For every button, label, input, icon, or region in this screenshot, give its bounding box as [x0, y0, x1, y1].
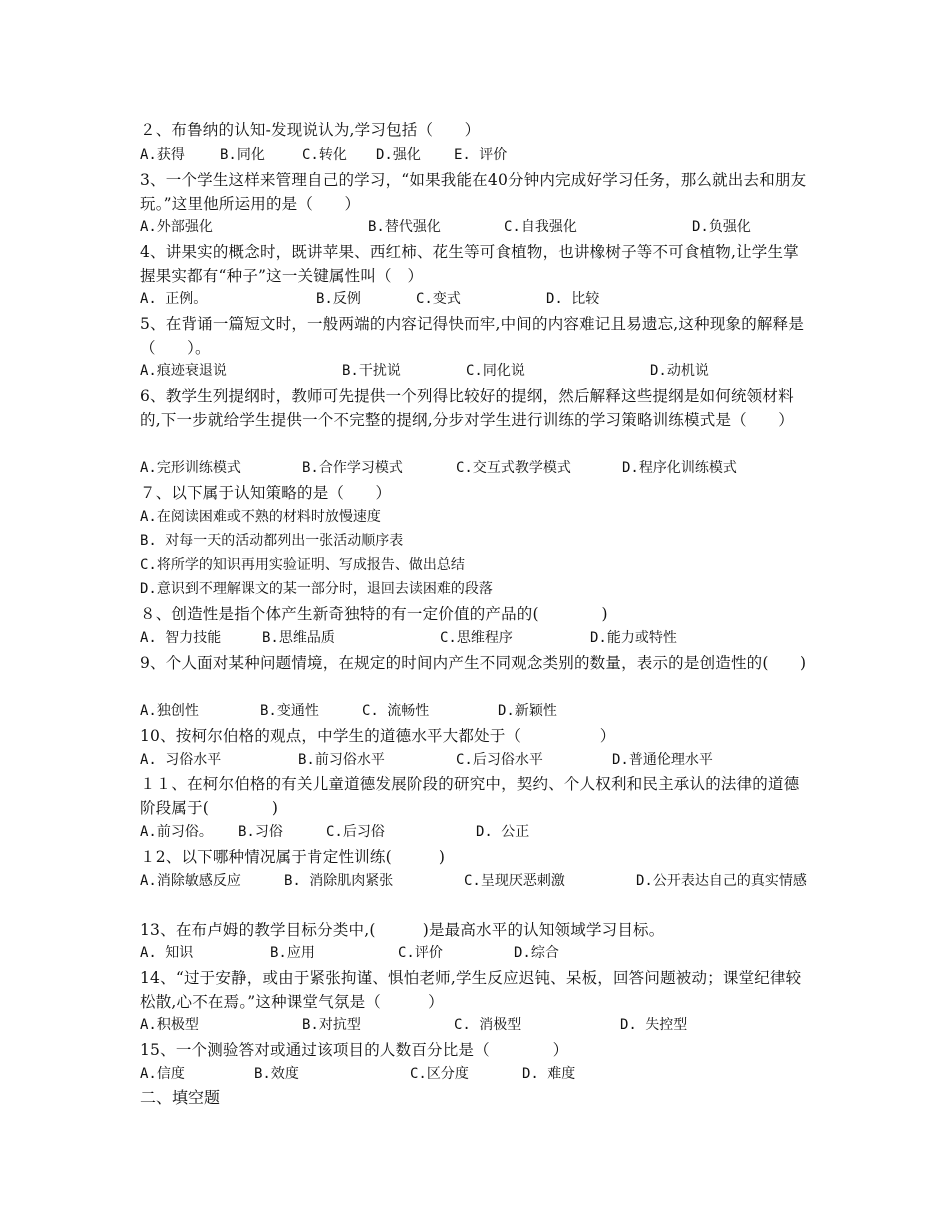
option-b: B.同化 [220, 147, 265, 163]
question-7: ７、以下属于认知策略的是（ ） [140, 484, 392, 502]
option-c: C.评价 [398, 945, 443, 961]
option-d: D.程序化训练模式 [622, 460, 737, 476]
option-c: C.呈现厌恶刺激 [464, 873, 565, 889]
option-a: A.完形训练模式 [140, 460, 241, 476]
option-a: A.信度 [140, 1066, 185, 1082]
option-d: D. 比较 [546, 291, 600, 307]
question-6: 6、教学生列提纲时，教师可先提供一个列得比较好的提纲，然后解释这些提纲是如何统领材料的,下一步就给学生提供一个不完整的提纲,分步对学生进行训练的学习策略训练模式是（ ） [140, 387, 794, 429]
options-10 [140, 749, 830, 771]
option-d-text: D.公开表达自己的真实情感 [636, 873, 807, 889]
option-b: B.替代强化 [368, 219, 441, 235]
option-d: D.综合 [514, 945, 559, 961]
question-4: 4、讲果实的概念时，既讲苹果、西红柿、花生等可食植物，也讲橡树子等不可食植物,让学生掌握果实都有“种子”这一关键属性叫（ ） [140, 243, 799, 285]
option-b: B.合作学习模式 [302, 460, 403, 476]
section-title: 二、填空题 [140, 1088, 221, 1107]
option-c: C.自我强化 [504, 219, 577, 235]
option-d: D. 失控型 [620, 1017, 688, 1033]
option-b: B.应用 [270, 945, 315, 961]
option-b: B. 对每一天的活动都列出一张活动顺序表 [140, 533, 404, 549]
option-d: D.负强化 [692, 219, 751, 235]
option-b: B.习俗 [238, 824, 283, 840]
option-a: A.积极型 [140, 1017, 199, 1033]
question-3: 3、一个学生这样来管理自己的学习，“如果我能在40分钟内完成好学习任务，那么就出去和朋友玩。”这里他所运用的是（ ） [140, 171, 807, 213]
option-a: A.独创性 [140, 703, 199, 719]
option-d: D. 难度 [522, 1066, 576, 1082]
option-a: A. 知识 [140, 945, 194, 961]
options-12 [140, 869, 810, 917]
option-c: C. 流畅性 [362, 703, 430, 719]
option-d [636, 869, 814, 893]
option-a: A.在阅读困难或不熟的材料时放慢速度 [140, 509, 381, 525]
option-c: C.后习俗水平 [456, 752, 543, 768]
option-a: A.外部强化 [140, 219, 213, 235]
option-b: B.思维品质 [262, 630, 335, 646]
option-c: C.后习俗 [326, 824, 385, 840]
options-13 [140, 942, 830, 964]
option-d: D.动机说 [650, 363, 709, 379]
option-d: D.普通伦理水平 [612, 752, 713, 768]
options-3 [140, 216, 830, 238]
option-a: A.获得 [140, 147, 185, 163]
options-4 [140, 288, 830, 310]
option-c: C.将所学的知识再用实验证明、写成报告、做出总结 [140, 557, 465, 573]
question-9: 9、个人面对某种问题情境，在规定的时间内产生不同观念类别的数量，表示的是创造性的( ) [140, 654, 807, 672]
options-14 [140, 1014, 830, 1036]
option-b: B.对抗型 [302, 1017, 361, 1033]
option-b: B.干扰说 [342, 363, 401, 379]
option-a: A.前习俗。 [140, 824, 213, 840]
options-9 [140, 700, 830, 722]
question-15: 15、一个测验答对或通过该项目的人数百分比是（ ） [140, 1041, 569, 1059]
question-11: １１、在柯尔伯格的有关儿童道德发展阶段的研究中，契约、个人权利和民主承认的法律的道德阶段属于( ) [140, 775, 800, 817]
options-2 [140, 144, 830, 166]
question-2: ２、布鲁纳的认知-发现说认为,学习包括（ ） [140, 121, 481, 139]
option-b: B. 消除肌肉紧张 [284, 873, 394, 889]
option-c: C.变式 [416, 291, 461, 307]
question-13: 13、在布卢姆的教学目标分类中,( )是最高水平的认知领域学习目标。 [140, 921, 665, 939]
option-b: B.变通性 [260, 703, 319, 719]
option-d: D. 公正 [476, 824, 530, 840]
question-5: 5、在背诵一篇短文时，一般两端的内容记得快而牢,中间的内容难记且易遗忘,这种现象的解释是（ ）。 [140, 315, 805, 357]
option-b: B.反例 [316, 291, 361, 307]
options-11 [140, 821, 830, 843]
question-12: １2、以下哪种情况属于肯定性训练( ) [140, 848, 446, 866]
options-8 [140, 627, 830, 649]
option-d: D.能力或特性 [590, 630, 677, 646]
options-6 [140, 457, 830, 479]
option-a: A. 习俗水平 [140, 752, 222, 768]
option-d: D.意识到不理解课文的某一部分时，退回去读困难的段落 [140, 581, 493, 597]
option-e: E. 评价 [454, 147, 508, 163]
option-c: C.区分度 [410, 1066, 469, 1082]
option-b: B.前习俗水平 [298, 752, 385, 768]
option-a: A. 智力技能 [140, 630, 222, 646]
options-15 [140, 1063, 830, 1085]
option-c: C.思维程序 [440, 630, 513, 646]
option-c: C.转化 [302, 147, 347, 163]
option-c: C. 消极型 [454, 1017, 522, 1033]
option-a: A.痕迹衰退说 [140, 363, 227, 379]
question-14: 14、“过于安静，或由于紧张拘谨、惧怕老师,学生反应迟钝、呆板，回答问题被动；课堂纪律较松散,心不在焉。”这种课堂气氛是（ ） [140, 969, 802, 1011]
question-10: 10、按柯尔伯格的观点，中学生的道德水平大都处于（ ） [140, 727, 616, 745]
option-c: C.交互式教学模式 [456, 460, 571, 476]
options-5 [140, 360, 830, 382]
option-a: A. 正例。 [140, 291, 208, 307]
option-a: A.消除敏感反应 [140, 873, 241, 889]
option-b: B.效度 [254, 1066, 299, 1082]
question-8: ８、创造性是指个体产生新奇独特的有一定价值的产品的( ) [140, 605, 608, 623]
option-d: D.新颖性 [498, 703, 557, 719]
option-c: C.同化说 [466, 363, 525, 379]
option-d: D.强化 [376, 147, 421, 163]
